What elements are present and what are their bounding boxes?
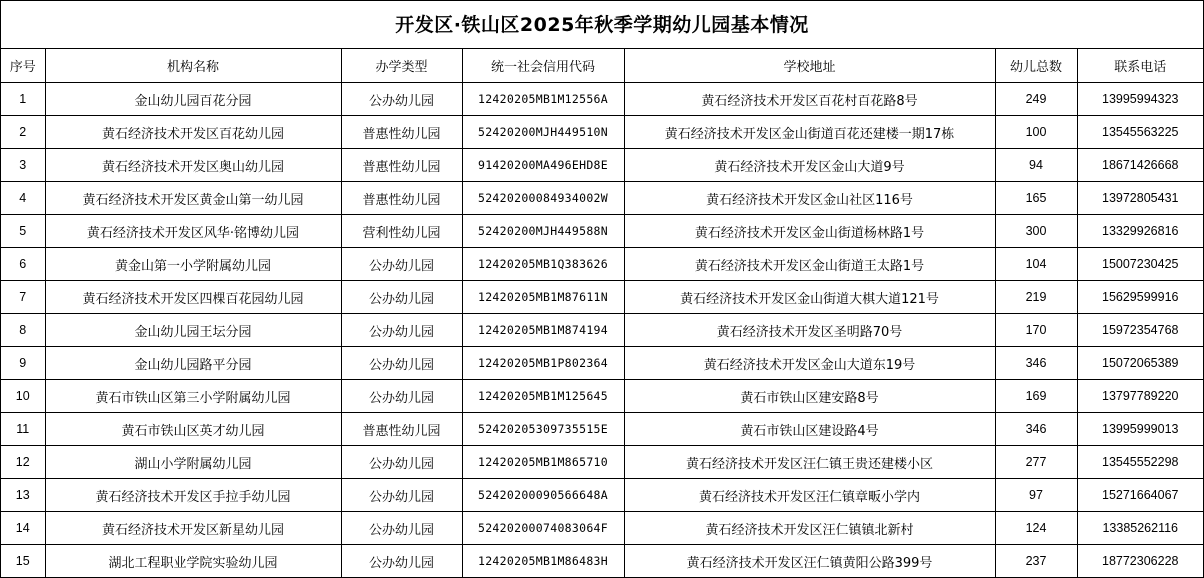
header-children-count: 幼儿总数 bbox=[995, 49, 1077, 83]
cell-credit-code: 52420205309735515E bbox=[462, 413, 624, 446]
cell-type: 普惠性幼儿园 bbox=[341, 149, 462, 182]
cell-credit-code: 52420200074083064F bbox=[462, 512, 624, 545]
cell-phone: 15072065389 bbox=[1077, 347, 1203, 380]
cell-credit-code: 12420205MB1Q383626 bbox=[462, 248, 624, 281]
cell-phone: 13797789220 bbox=[1077, 380, 1203, 413]
cell-address: 黄石市铁山区建安路8号 bbox=[624, 380, 995, 413]
cell-address: 黄石经济技术开发区汪仁镇黄阳公路399号 bbox=[624, 545, 995, 578]
cell-address: 黄石经济技术开发区汪仁镇章畈小学内 bbox=[624, 479, 995, 512]
cell-address: 黄石经济技术开发区金山街道王太路1号 bbox=[624, 248, 995, 281]
cell-phone: 13972805431 bbox=[1077, 182, 1203, 215]
cell-seq: 15 bbox=[1, 545, 45, 578]
cell-credit-code: 52420200084934002W bbox=[462, 182, 624, 215]
cell-seq: 3 bbox=[1, 149, 45, 182]
cell-address: 黄石经济技术开发区汪仁镇镇北新村 bbox=[624, 512, 995, 545]
cell-children-count: 97 bbox=[995, 479, 1077, 512]
cell-name: 金山幼儿园百花分园 bbox=[45, 83, 341, 116]
header-name: 机构名称 bbox=[45, 49, 341, 83]
cell-name: 黄石市铁山区英才幼儿园 bbox=[45, 413, 341, 446]
cell-seq: 5 bbox=[1, 215, 45, 248]
cell-credit-code: 52420200090566648A bbox=[462, 479, 624, 512]
cell-phone: 15271664067 bbox=[1077, 479, 1203, 512]
cell-type: 公办幼儿园 bbox=[341, 479, 462, 512]
cell-children-count: 94 bbox=[995, 149, 1077, 182]
header-phone: 联系电话 bbox=[1077, 49, 1203, 83]
cell-name: 黄石经济技术开发区手拉手幼儿园 bbox=[45, 479, 341, 512]
cell-children-count: 170 bbox=[995, 314, 1077, 347]
cell-type: 公办幼儿园 bbox=[341, 347, 462, 380]
cell-address: 黄石经济技术开发区金山大道东19号 bbox=[624, 347, 995, 380]
header-type: 办学类型 bbox=[341, 49, 462, 83]
cell-phone: 18772306228 bbox=[1077, 545, 1203, 578]
table-row bbox=[1, 347, 1203, 380]
cell-type: 公办幼儿园 bbox=[341, 380, 462, 413]
cell-seq: 12 bbox=[1, 446, 45, 479]
cell-phone: 13995999013 bbox=[1077, 413, 1203, 446]
cell-address: 黄石经济技术开发区金山社区116号 bbox=[624, 182, 995, 215]
cell-name: 金山幼儿园路平分园 bbox=[45, 347, 341, 380]
cell-children-count: 165 bbox=[995, 182, 1077, 215]
cell-seq: 1 bbox=[1, 83, 45, 116]
cell-children-count: 104 bbox=[995, 248, 1077, 281]
cell-children-count: 100 bbox=[995, 116, 1077, 149]
cell-credit-code: 12420205MB1M12556A bbox=[462, 83, 624, 116]
cell-credit-code: 12420205MB1M125645 bbox=[462, 380, 624, 413]
header-credit-code: 统一社会信用代码 bbox=[462, 49, 624, 83]
cell-name: 黄石经济技术开发区新星幼儿园 bbox=[45, 512, 341, 545]
cell-children-count: 277 bbox=[995, 446, 1077, 479]
table-row bbox=[1, 446, 1203, 479]
cell-phone: 13385262116 bbox=[1077, 512, 1203, 545]
cell-seq: 13 bbox=[1, 479, 45, 512]
table-row bbox=[1, 545, 1203, 578]
table-row bbox=[1, 83, 1203, 116]
cell-seq: 9 bbox=[1, 347, 45, 380]
header-row bbox=[1, 49, 1203, 83]
cell-phone: 15007230425 bbox=[1077, 248, 1203, 281]
table-row bbox=[1, 149, 1203, 182]
cell-address: 黄石经济技术开发区百花村百花路8号 bbox=[624, 83, 995, 116]
cell-address: 黄石市铁山区建设路4号 bbox=[624, 413, 995, 446]
cell-seq: 14 bbox=[1, 512, 45, 545]
cell-children-count: 237 bbox=[995, 545, 1077, 578]
cell-seq: 6 bbox=[1, 248, 45, 281]
cell-type: 公办幼儿园 bbox=[341, 248, 462, 281]
cell-type: 普惠性幼儿园 bbox=[341, 413, 462, 446]
cell-seq: 8 bbox=[1, 314, 45, 347]
table-body bbox=[1, 83, 1203, 578]
cell-children-count: 346 bbox=[995, 347, 1077, 380]
cell-children-count: 300 bbox=[995, 215, 1077, 248]
cell-type: 公办幼儿园 bbox=[341, 512, 462, 545]
cell-type: 公办幼儿园 bbox=[341, 314, 462, 347]
cell-type: 公办幼儿园 bbox=[341, 545, 462, 578]
cell-seq: 10 bbox=[1, 380, 45, 413]
cell-phone: 15972354768 bbox=[1077, 314, 1203, 347]
cell-credit-code: 12420205MB1M865710 bbox=[462, 446, 624, 479]
cell-seq: 4 bbox=[1, 182, 45, 215]
cell-type: 公办幼儿园 bbox=[341, 281, 462, 314]
cell-address: 黄石经济技术开发区金山街道百花还建楼一期17栋 bbox=[624, 116, 995, 149]
table-row bbox=[1, 479, 1203, 512]
kindergarten-table bbox=[1, 49, 1203, 577]
cell-credit-code: 52420200MJH449510N bbox=[462, 116, 624, 149]
table-row bbox=[1, 182, 1203, 215]
cell-type: 公办幼儿园 bbox=[341, 83, 462, 116]
cell-credit-code: 12420205MB1P802364 bbox=[462, 347, 624, 380]
cell-phone: 13329926816 bbox=[1077, 215, 1203, 248]
cell-name: 黄石经济技术开发区百花幼儿园 bbox=[45, 116, 341, 149]
cell-seq: 2 bbox=[1, 116, 45, 149]
cell-children-count: 219 bbox=[995, 281, 1077, 314]
cell-children-count: 169 bbox=[995, 380, 1077, 413]
cell-children-count: 346 bbox=[995, 413, 1077, 446]
cell-type: 普惠性幼儿园 bbox=[341, 116, 462, 149]
cell-children-count: 249 bbox=[995, 83, 1077, 116]
header-seq: 序号 bbox=[1, 49, 45, 83]
cell-name: 黄石经济技术开发区黄金山第一幼儿园 bbox=[45, 182, 341, 215]
cell-phone: 13545563225 bbox=[1077, 116, 1203, 149]
cell-credit-code: 52420200MJH449588N bbox=[462, 215, 624, 248]
cell-address: 黄石经济技术开发区汪仁镇王贵还建楼小区 bbox=[624, 446, 995, 479]
cell-credit-code: 12420205MB1M86483H bbox=[462, 545, 624, 578]
cell-seq: 7 bbox=[1, 281, 45, 314]
table-row bbox=[1, 281, 1203, 314]
header-address: 学校地址 bbox=[624, 49, 995, 83]
cell-seq: 11 bbox=[1, 413, 45, 446]
cell-type: 公办幼儿园 bbox=[341, 446, 462, 479]
cell-name: 湖北工程职业学院实验幼儿园 bbox=[45, 545, 341, 578]
cell-name: 湖山小学附属幼儿园 bbox=[45, 446, 341, 479]
cell-name: 黄石经济技术开发区风华·铭博幼儿园 bbox=[45, 215, 341, 248]
cell-name: 黄石经济技术开发区四棵百花园幼儿园 bbox=[45, 281, 341, 314]
cell-name: 黄金山第一小学附属幼儿园 bbox=[45, 248, 341, 281]
cell-children-count: 124 bbox=[995, 512, 1077, 545]
cell-credit-code: 91420200MA496EHD8E bbox=[462, 149, 624, 182]
cell-credit-code: 12420205MB1M874194 bbox=[462, 314, 624, 347]
cell-name: 黄石经济技术开发区奥山幼儿园 bbox=[45, 149, 341, 182]
cell-address: 黄石经济技术开发区金山街道杨林路1号 bbox=[624, 215, 995, 248]
table-row bbox=[1, 512, 1203, 545]
cell-phone: 15629599916 bbox=[1077, 281, 1203, 314]
table-row bbox=[1, 215, 1203, 248]
table-row bbox=[1, 413, 1203, 446]
table-row bbox=[1, 380, 1203, 413]
cell-address: 黄石经济技术开发区圣明路70号 bbox=[624, 314, 995, 347]
cell-type: 营利性幼儿园 bbox=[341, 215, 462, 248]
table-row bbox=[1, 116, 1203, 149]
cell-address: 黄石经济技术开发区金山大道9号 bbox=[624, 149, 995, 182]
cell-name: 黄石市铁山区第三小学附属幼儿园 bbox=[45, 380, 341, 413]
cell-phone: 13995994323 bbox=[1077, 83, 1203, 116]
cell-type: 普惠性幼儿园 bbox=[341, 182, 462, 215]
cell-phone: 18671426668 bbox=[1077, 149, 1203, 182]
cell-name: 金山幼儿园王坛分园 bbox=[45, 314, 341, 347]
cell-credit-code: 12420205MB1M87611N bbox=[462, 281, 624, 314]
cell-address: 黄石经济技术开发区金山街道大棋大道121号 bbox=[624, 281, 995, 314]
cell-phone: 13545552298 bbox=[1077, 446, 1203, 479]
table-row bbox=[1, 248, 1203, 281]
table-row bbox=[1, 314, 1203, 347]
table-title: 开发区·铁山区2025年秋季学期幼儿园基本情况 bbox=[1, 1, 1203, 49]
